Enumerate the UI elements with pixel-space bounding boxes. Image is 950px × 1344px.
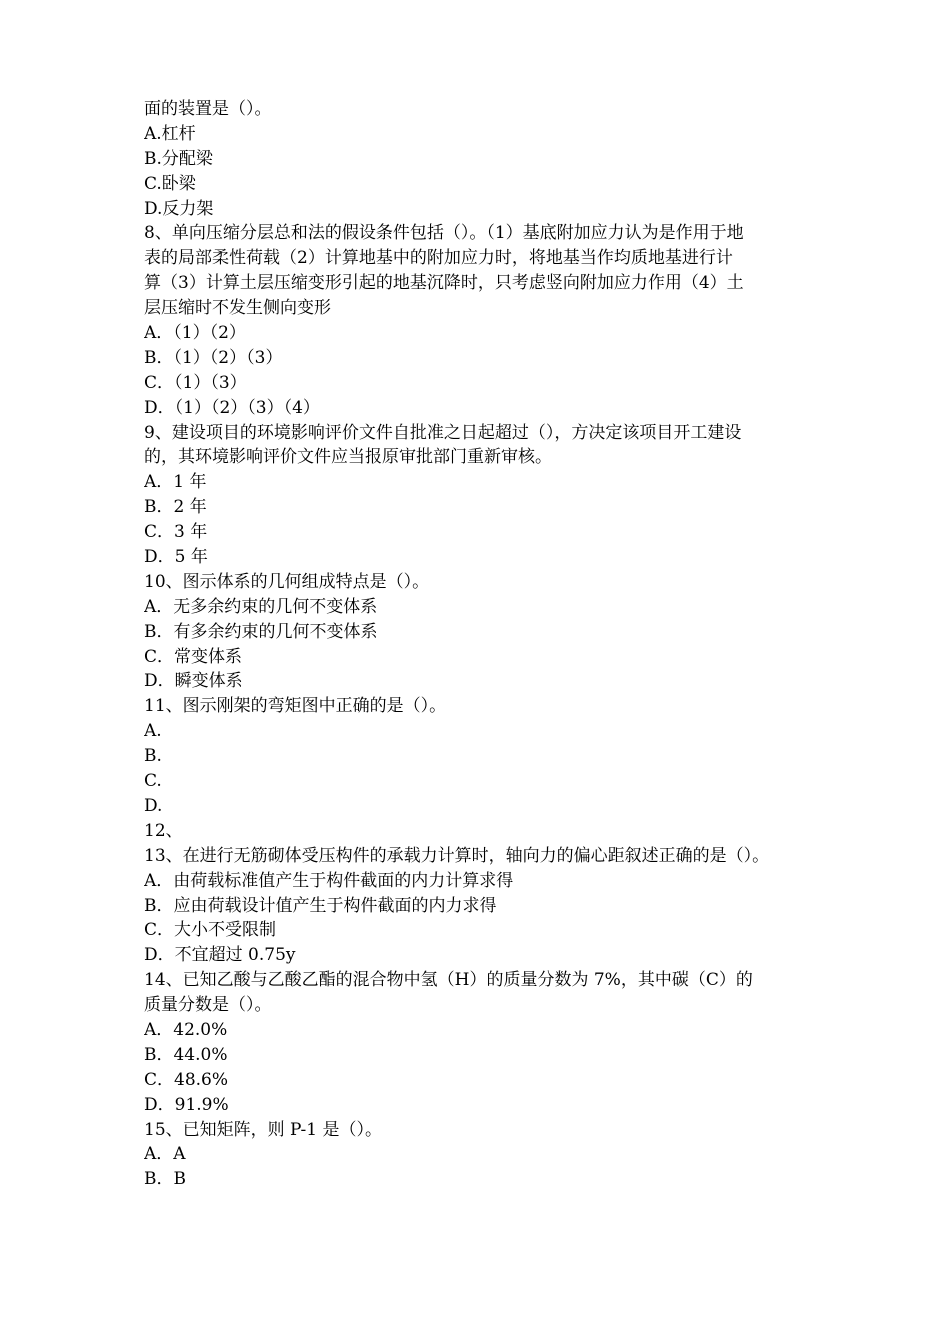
option-d: D．91.9% [144,1094,229,1115]
option-a: A. [144,721,162,742]
question-8-line-3: 算（3）计算土层压缩变形引起的地基沉降时，只考虑竖向附加应力作用（4）土 [144,273,744,294]
option-b: B．应由荷载设计值产生于构件截面的内力求得 [144,895,497,916]
question-10: 10、图示体系的几何组成特点是（）。 [144,571,430,592]
option-d: D. [144,795,163,816]
option-b: B. [144,746,162,767]
option-c: C．3 年 [144,522,208,543]
option-d: D.反力架 [144,198,214,219]
option-c: C.卧梁 [144,173,196,194]
question-8-line-1: 8、单向压缩分层总和法的假设条件包括（）。（1）基底附加应力认为是作用于地 [144,223,744,244]
option-a: A．42.0% [144,1019,228,1040]
option-b: B．B [144,1169,186,1190]
option-a: A．由荷载标准值产生于构件截面的内力计算求得 [144,870,514,891]
document-page [144,97,812,1192]
option-a: A．无多余约束的几何不变体系 [144,596,378,617]
question-11: 11、图示刚架的弯矩图中正确的是（）。 [144,696,447,717]
option-c: C．大小不受限制 [144,920,277,941]
option-a: A．（1）（2） [144,323,246,344]
option-b: B．有多余约束的几何不变体系 [144,621,378,642]
option-b: B.分配梁 [144,148,213,169]
question-13: 13、在进行无筋砌体受压构件的承载力计算时，轴向力的偏心距叙述正确的是（）。 [144,845,770,866]
option-b: B．（1）（2）（3） [144,347,283,368]
option-c: C. [144,771,162,792]
option-c: C．（1）（3） [144,372,247,393]
question-14-line-2: 质量分数是（）。 [144,995,272,1016]
question-9-line-1: 9、建设项目的环境影响评价文件自批准之日起超过（），方决定该项目开工建设 [144,422,742,443]
option-d: D．（1）（2）（3）（4） [144,397,320,418]
option-a: A．A [144,1144,186,1165]
question-15: 15、已知矩阵，则 P-1 是（）。 [144,1119,383,1140]
option-d: D．不宜超过 0.75y [144,945,296,966]
question-12: 12、 [144,820,183,841]
question-9-line-2: 的，其环境影响评价文件应当报原审批部门重新审核。 [144,447,552,468]
option-b: B．2 年 [144,497,207,518]
option-a: A．1 年 [144,472,207,493]
option-d: D．5 年 [144,547,208,568]
option-c: C．48.6% [144,1069,229,1090]
option-d: D．瞬变体系 [144,671,243,692]
question-8-line-2: 表的局部柔性荷载（2）计算地基中的附加应力时，将地基当作均质地基进行计 [144,248,733,269]
question-8-line-4: 层压缩时不发生侧向变形 [144,298,331,319]
option-a: A.杠杆 [144,123,196,144]
option-b: B．44.0% [144,1044,228,1065]
text-line: 面的装置是（）。 [144,99,272,119]
question-14-line-1: 14、已知乙酸与乙酸乙酯的混合物中氢（H）的质量分数为 7%，其中碳（C）的 [144,970,753,991]
option-c: C．常变体系 [144,646,243,667]
